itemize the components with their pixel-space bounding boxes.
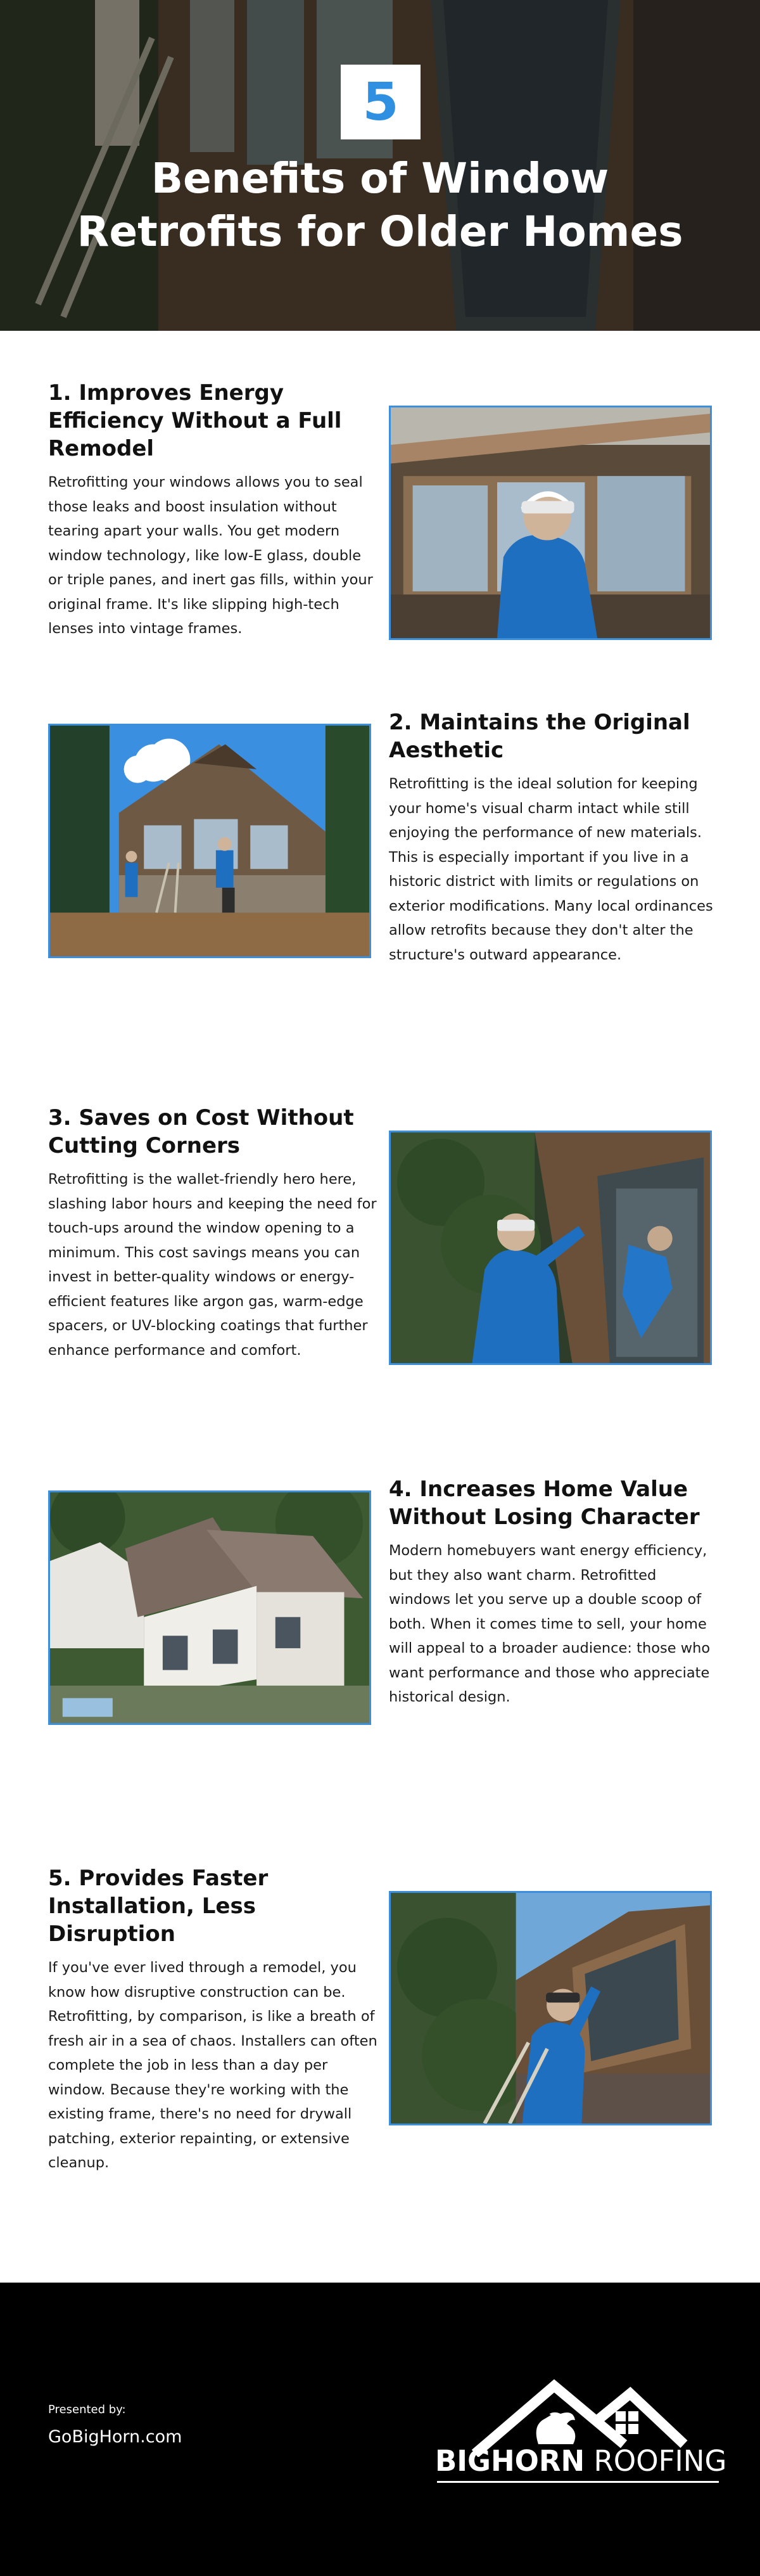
benefit-photo-3	[389, 1131, 712, 1365]
benefit-text-5	[48, 1864, 377, 2176]
page-title: Benefits of Window Retrofits for Older Homes	[77, 154, 683, 256]
benefit-heading-1: 1. Improves Energy Efficiency Without a Full Remodel	[48, 380, 342, 461]
installer-at-window-photo	[391, 407, 710, 638]
benefit-section-3	[0, 1104, 760, 1490]
benefit-section-1	[0, 331, 760, 724]
benefit-body-2: Retrofitting is the ideal solution for keeping your home's visual charm intact while still enjoying the performance of new materials. This is especially important if you live in a historic district with limits or regulations on exterior modifications. Many local ordinances allow retrofits because they don't alter the structure's outward appearance.	[389, 776, 713, 963]
brand-underline	[437, 2481, 719, 2483]
benefit-heading-3: 3. Saves on Cost Without Cutting Corners	[48, 1105, 354, 1158]
benefit-count-badge: 5	[341, 65, 421, 139]
installer-on-ladder-photo	[391, 1893, 710, 2124]
benefit-text-1	[48, 379, 377, 641]
website-link[interactable]: GoBigHorn.com	[48, 2427, 182, 2447]
benefit-body-1: Retrofitting your windows allows you to seal those leaks and boost insulation without tearing apart your walls. You get modern window technology, like low-E glass, double or triple panes, and inert gas fills, within your original frame. It's like slipping high-tech lenses into vintage frames.	[48, 474, 373, 637]
footer	[0, 2283, 760, 2576]
benefit-photo-5	[389, 1891, 712, 2125]
benefit-section-4	[0, 1477, 760, 1864]
benefit-section-2	[0, 710, 760, 1104]
installer-sealing-window-photo	[391, 1132, 710, 1363]
benefit-body-4: Modern homebuyers want energy efficiency, but they also want charm. Retrofitted windows let you serve up a double scoop of both. When it comes time to sell, your home will appeal to a broader audience: those who want performance and those who appreciate historical design.	[389, 1542, 711, 1705]
benefit-body-3: Retrofitting is the wallet-friendly hero here, slashing labor hours and keeping the need for touch-ups around the window opening to a minimum. This cost savings means you can invest in better-quality windows or energy-efficient features like argon gas, warm-edge spacers, or UV-blocking coatings that further enhance performance and comfort.	[48, 1171, 377, 1359]
benefit-heading-2: 2. Maintains the Original Aesthetic	[389, 710, 690, 763]
hero-banner	[0, 0, 760, 331]
benefit-body-5: If you've ever lived through a remodel, you know how disruptive construction can be. Retrofitting, by comparison, is like a breath of fresh air in a sea of chaos. Installers can often complete the job in less than a day per window. Because they're working with the existing frame, there's no need for drywall patching, exterior repainting, or extensive cleanup.	[48, 1959, 377, 2171]
benefit-photo-2	[48, 724, 371, 958]
benefit-text-3	[48, 1104, 377, 1362]
benefit-heading-5: 5. Provides Faster Installation, Less Disruption	[48, 1866, 269, 1947]
benefit-heading-4: 4. Increases Home Value Without Losing Character	[389, 1477, 700, 1530]
aerial-house-wrap-photo	[50, 1492, 369, 1723]
benefit-text-4	[389, 1475, 718, 1710]
benefit-text-2	[389, 708, 718, 967]
presented-by-label: Presented by:	[48, 2403, 126, 2416]
brand-name-light: ROOFING	[585, 2444, 727, 2478]
benefit-photo-1	[389, 406, 712, 640]
house-exterior-crew-photo	[50, 726, 369, 956]
benefit-section-5	[0, 1864, 760, 2283]
benefit-photo-4	[48, 1490, 371, 1725]
brand-name-bold: BIGHORN	[435, 2444, 585, 2478]
brand-name	[435, 2444, 727, 2478]
